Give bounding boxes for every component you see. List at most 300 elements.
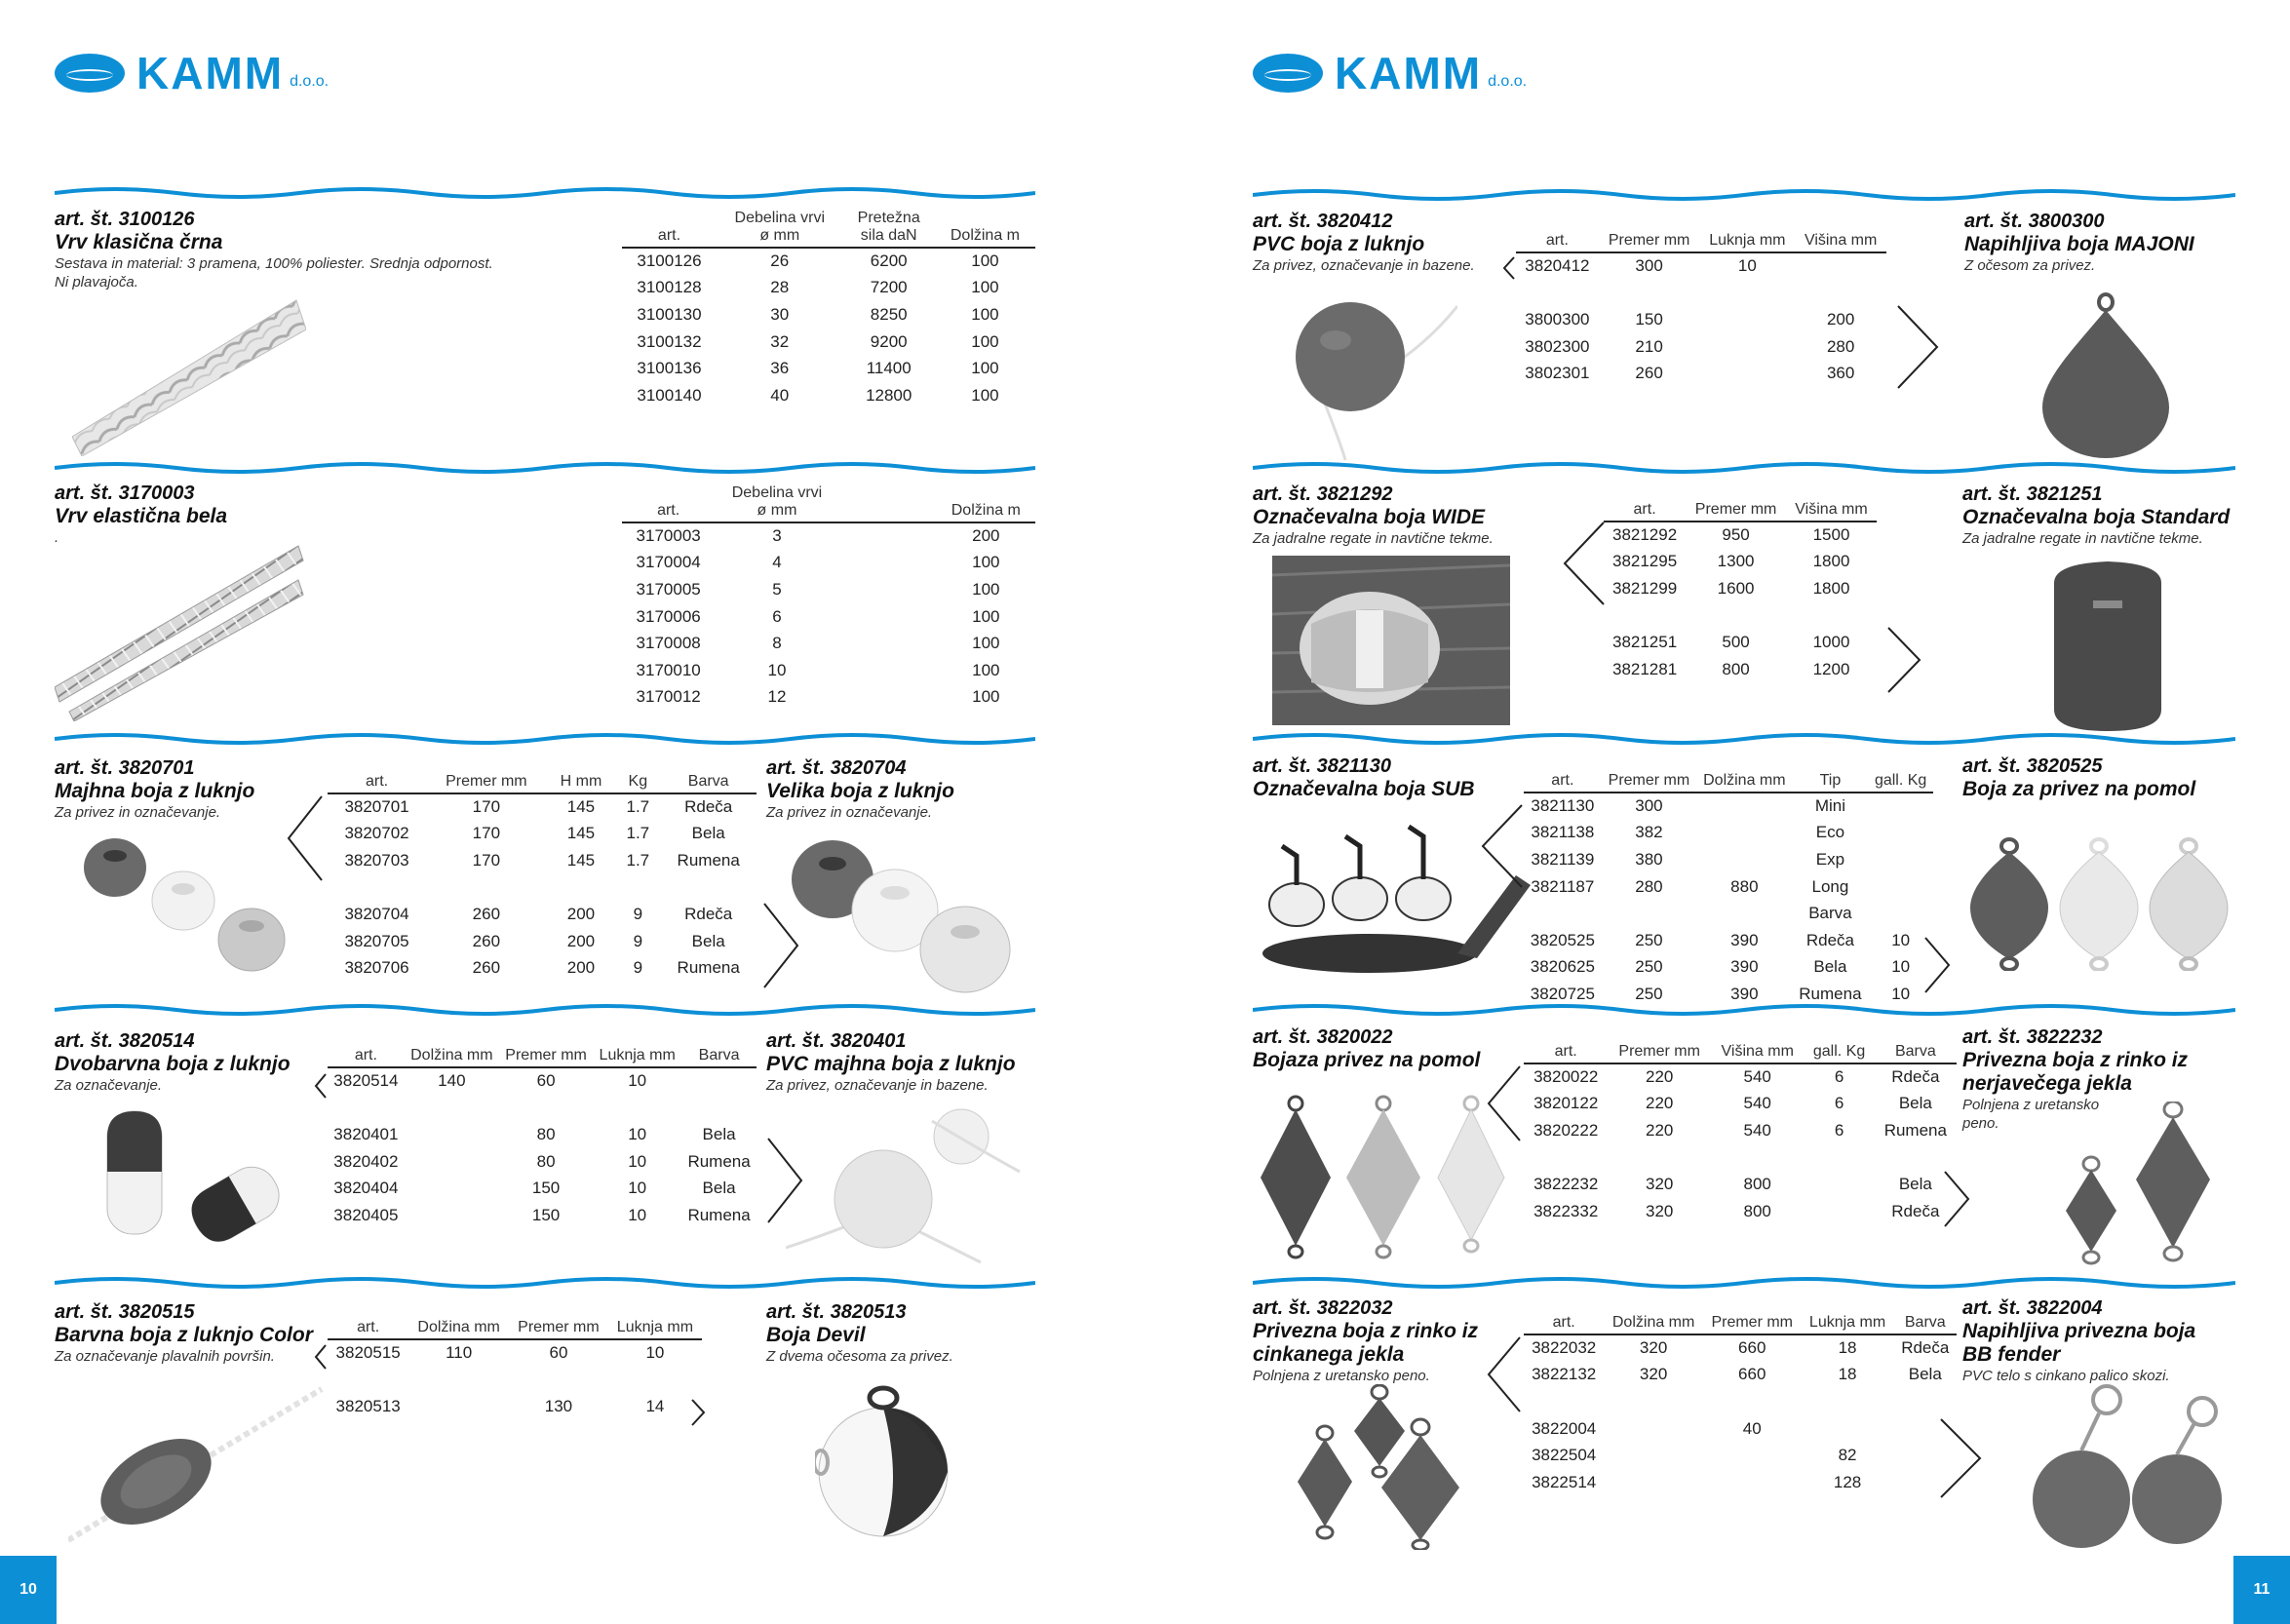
cell: 3821139 [1531, 849, 1595, 869]
cell: 220 [1646, 1120, 1674, 1140]
bb-fender-image [2003, 1384, 2237, 1550]
cell: 3820405 [333, 1205, 399, 1224]
col-header: art. [1524, 1314, 1604, 1334]
cell: 6 [1834, 1120, 1844, 1140]
cell: 10 [628, 1151, 647, 1171]
table-row [1604, 575, 1877, 602]
cell [1608, 1144, 1711, 1172]
cell [1711, 1144, 1804, 1172]
cell: 3822132 [1532, 1365, 1597, 1384]
col-header: Višina mm [1795, 232, 1886, 252]
cell: 320 [1646, 1175, 1674, 1194]
cell: 12 [767, 687, 787, 707]
product-name: Napihljiva privezna boja [1962, 1320, 2196, 1342]
cell [405, 1202, 499, 1229]
wave-divider [55, 731, 1035, 747]
cell: 3170012 [636, 687, 701, 707]
table-row [328, 1393, 702, 1420]
cell: 3820122 [1533, 1094, 1599, 1113]
cell: Bela [1898, 1094, 1932, 1113]
table-row [1524, 954, 1933, 982]
cell: 4 [772, 553, 782, 572]
cell: 150 [531, 1179, 561, 1198]
product-name: Označevalna boja SUB [1253, 778, 1475, 800]
col-header: Debelina vrvi ø mm [717, 210, 843, 248]
cell: 1300 [1717, 552, 1755, 571]
table-row [328, 1121, 757, 1148]
cell: 3821281 [1611, 659, 1678, 678]
cell: 11400 [866, 359, 912, 378]
bracket-right-icon [1939, 1417, 1982, 1499]
cell: Rumena [1799, 984, 1862, 1003]
cell: 3822032 [1532, 1338, 1597, 1358]
col-header [839, 484, 937, 522]
table-row [1524, 873, 1933, 901]
cell: 32 [770, 331, 790, 351]
zinc-ring-buoys-image [1292, 1384, 1487, 1550]
cell: 3821251 [1611, 633, 1678, 652]
cell: 80 [536, 1151, 556, 1171]
cell: 100 [972, 579, 1000, 599]
table-row [1524, 820, 1933, 847]
cell: 100 [971, 331, 999, 351]
cell: 280 [1635, 876, 1663, 896]
product-description: Za jadralne regate in navtične tekme. [1253, 530, 1494, 547]
article-number: art. št. 3820022 [1253, 1026, 1393, 1048]
cell: 3100136 [637, 359, 702, 378]
cell: 320 [1639, 1365, 1668, 1384]
product-3821251 [1962, 483, 2255, 548]
table-row [622, 550, 1035, 577]
cell: 3822514 [1532, 1472, 1597, 1491]
product-3820513 [766, 1300, 1059, 1366]
cell [1802, 1388, 1894, 1415]
table-row [622, 630, 1035, 657]
cell: Bela [1898, 1175, 1932, 1194]
cell: 1000 [1812, 633, 1850, 652]
cell: 10 [628, 1179, 647, 1198]
article-number: art. št. 3820525 [1962, 755, 2103, 777]
table-row [1524, 1091, 1957, 1118]
col-header: Premer mm [1686, 501, 1786, 522]
product-description: Z očesom za privez. [1964, 257, 2096, 274]
cell [1804, 1144, 1874, 1172]
cell: 200 [566, 931, 596, 950]
cell: 3821295 [1611, 552, 1678, 571]
cell: 3820515 [335, 1343, 401, 1363]
page-number: 10 [0, 1556, 57, 1624]
cell: 360 [1826, 364, 1855, 383]
cell: 110 [446, 1343, 473, 1363]
cell: Rumena [1883, 1120, 1947, 1140]
small-buoys-image [78, 831, 292, 986]
cell: 3820625 [1530, 957, 1595, 977]
cell: Rumena [687, 1151, 751, 1171]
brand-name: KAMM [1335, 48, 1483, 98]
cell: 3100130 [637, 304, 702, 324]
cell: Bela [1908, 1365, 1942, 1384]
table-row [1524, 1334, 1957, 1362]
cell: 10 [767, 660, 787, 679]
cell [1604, 1415, 1703, 1443]
cell: 540 [1743, 1094, 1771, 1113]
cell: 950 [1722, 525, 1750, 545]
cell: 3800300 [1525, 309, 1590, 329]
cell: 3821187 [1531, 876, 1595, 896]
standard-buoy-image [2054, 554, 2161, 731]
table-row [328, 1175, 757, 1202]
cell: 250 [1635, 957, 1663, 977]
cell [681, 1067, 757, 1095]
cell [1802, 1415, 1894, 1443]
col-header: art. [1516, 232, 1599, 252]
product-name: BB fender [1962, 1343, 2061, 1366]
product-3820514 [55, 1029, 337, 1095]
cell: 260 [472, 931, 501, 950]
cell: 170 [472, 797, 501, 817]
cell: Long [1811, 876, 1849, 896]
elastic-rope-image [55, 541, 308, 721]
table-row [328, 1339, 702, 1367]
cell: 100 [972, 687, 1000, 707]
cell: 6 [1834, 1094, 1844, 1113]
cell: 9 [633, 931, 643, 950]
table-row [1524, 1388, 1957, 1415]
spec-table [328, 773, 757, 982]
cell: 3822232 [1533, 1175, 1599, 1194]
cell: 8250 [870, 304, 908, 324]
cell [593, 1095, 681, 1122]
cell: Bela [691, 824, 725, 843]
cell [1604, 1388, 1703, 1415]
cell [1599, 280, 1700, 307]
product-description: Za privez in označevanje. [55, 804, 221, 821]
table-row [1524, 1415, 1957, 1443]
table-row [622, 603, 1035, 631]
col-header: Barva [1875, 1043, 1957, 1063]
product-name: Velika boja z luknjo [766, 780, 954, 802]
cell: 9 [633, 905, 643, 924]
cell: 300 [1635, 796, 1663, 816]
cell [405, 1175, 499, 1202]
table-row [1516, 280, 1886, 307]
table-row [622, 301, 1035, 329]
product-name: PVC majhna boja z luknjo [766, 1053, 1016, 1075]
cell: 3 [772, 526, 782, 546]
rope-image [72, 290, 306, 456]
cell: 382 [1635, 823, 1663, 842]
col-header: art. [328, 1319, 408, 1339]
cell: Rdeča [1891, 1201, 1940, 1220]
col-header: Luknja mm [608, 1319, 702, 1339]
cell: Rdeča [684, 905, 733, 924]
cell [509, 1367, 608, 1394]
cell [1699, 333, 1795, 361]
cell [1703, 1388, 1802, 1415]
product-name: Označevalna boja Standard [1962, 506, 2231, 528]
cell: 540 [1743, 1120, 1771, 1140]
col-header: Kg [615, 773, 660, 793]
cell: 150 [531, 1205, 561, 1224]
cell [1524, 1144, 1608, 1172]
cell: 3170005 [636, 579, 701, 599]
cell: Bela [1813, 957, 1847, 977]
col-header: Luknja mm [1699, 232, 1795, 252]
product-3820401 [766, 1029, 1059, 1095]
table-row [1524, 793, 1933, 820]
product-3170003 [55, 482, 601, 547]
product-description: peno. [1962, 1115, 1999, 1132]
cell [1524, 900, 1602, 927]
table-row [622, 576, 1035, 603]
product-name: nerjavečega jekla [1962, 1072, 2132, 1095]
cell [1868, 820, 1933, 847]
spec-table [622, 210, 1035, 409]
product-description: Za privez, označevanje in bazene. [766, 1077, 989, 1094]
cell [839, 603, 937, 631]
cell: 1600 [1717, 578, 1755, 598]
cell: Rdeča [684, 797, 733, 817]
cell: 3821292 [1611, 525, 1678, 545]
col-header: H mm [547, 773, 616, 793]
cell: 3820706 [344, 958, 409, 978]
product-name: Dvobarvna boja z luknjo [55, 1053, 291, 1075]
product-description: Ni plavajoča. [55, 274, 138, 290]
cell [408, 1367, 509, 1394]
cell [1875, 1144, 1957, 1172]
brand-name: KAMM [136, 48, 285, 98]
brand-suffix: d.o.o. [290, 73, 330, 90]
cell: 10 [628, 1124, 647, 1143]
cell [405, 1148, 499, 1176]
cell: 3821299 [1611, 578, 1678, 598]
table-row [1524, 846, 1933, 873]
cell [1604, 602, 1686, 630]
kamm-logo [55, 48, 330, 98]
page-number: 11 [2233, 1556, 2290, 1624]
cell [615, 874, 660, 902]
cell: 28 [770, 278, 790, 297]
cell: 200 [1826, 309, 1855, 329]
cell: 100 [971, 278, 999, 297]
cell: 145 [566, 824, 596, 843]
cell [839, 576, 937, 603]
cell: 660 [1738, 1338, 1766, 1358]
product-3820525 [1962, 754, 2255, 801]
wide-buoy-photo [1272, 556, 1510, 725]
table-row [1524, 1063, 1957, 1091]
cell: 60 [549, 1343, 568, 1363]
majoni-buoy-image [2042, 292, 2169, 458]
product-description: Za označevanje. [55, 1077, 163, 1094]
cell: 5 [772, 579, 782, 599]
rope-logo-icon [55, 54, 125, 93]
cell: Bela [691, 931, 725, 950]
cell [681, 1095, 757, 1122]
cell [1696, 900, 1792, 927]
col-header: Dolžina mm [408, 1319, 509, 1339]
cell [608, 1367, 702, 1394]
table-row [328, 1067, 757, 1095]
cell [1868, 900, 1933, 927]
table-row [622, 248, 1035, 275]
wave-divider [55, 1002, 1035, 1018]
cell: 60 [536, 1071, 556, 1091]
col-header: Premer mm [1602, 772, 1696, 793]
cell: Eco [1815, 823, 1845, 842]
product-name: Privezna boja z rinko iz [1962, 1049, 2189, 1071]
col-header: art. [328, 1047, 405, 1067]
product-description: . [55, 529, 59, 546]
wave-divider [1253, 460, 2235, 476]
table-row [328, 928, 757, 955]
article-number: art. št. 3100126 [55, 209, 195, 230]
cell: 3820702 [344, 824, 409, 843]
table-row [328, 955, 757, 983]
col-header: Barva [1894, 1314, 1957, 1334]
cell: 3820701 [344, 797, 409, 817]
col-header: Višina mm [1786, 501, 1877, 522]
article-number: art. št. 3820515 [55, 1301, 195, 1323]
cell [1868, 793, 1933, 820]
cell: 660 [1738, 1365, 1766, 1384]
article-number: art. št. 3820704 [766, 757, 907, 779]
product-3821130 [1253, 754, 1545, 801]
cell: 3822504 [1532, 1446, 1597, 1465]
col-header: Dolžina mm [1696, 772, 1792, 793]
table-row [1524, 1171, 1957, 1198]
table-row [328, 1148, 757, 1176]
cell: 3170010 [636, 660, 701, 679]
cell: 3822004 [1532, 1418, 1597, 1438]
cell: 3820222 [1533, 1120, 1599, 1140]
article-number: art. št. 3822032 [1253, 1297, 1393, 1319]
cell: 320 [1639, 1338, 1668, 1358]
rope-logo-icon [1253, 54, 1323, 93]
cell [1699, 280, 1795, 307]
cell: 40 [1742, 1418, 1762, 1438]
cell: 12800 [866, 385, 912, 405]
product-description: Za označevanje plavalnih površin. [55, 1348, 275, 1365]
cell [1804, 1198, 1874, 1225]
cell: 3820703 [344, 850, 409, 870]
cell: 210 [1635, 336, 1663, 356]
cell: 3100140 [637, 385, 702, 405]
cell: 390 [1730, 930, 1759, 949]
table-row [622, 657, 1035, 684]
col-header: Premer mm [509, 1319, 608, 1339]
cell: 1500 [1812, 525, 1850, 545]
cell: Bela [702, 1124, 736, 1143]
cell: 3820401 [333, 1124, 399, 1143]
cell: 130 [544, 1396, 573, 1415]
cell [1696, 793, 1792, 820]
wave-divider [55, 1275, 1035, 1291]
cell: 100 [971, 251, 999, 271]
cell: 36 [770, 359, 790, 378]
cell: 300 [1635, 256, 1663, 276]
mooring-buoys-image [1962, 834, 2235, 971]
wave-divider [1253, 1275, 2235, 1291]
kamm-logo [1253, 48, 1528, 98]
spec-table [1524, 1043, 1957, 1225]
cell: 145 [566, 797, 596, 817]
table-row [328, 874, 757, 902]
spec-table [622, 484, 1035, 711]
cell: 100 [972, 634, 1000, 653]
cell: 3820525 [1530, 930, 1595, 949]
cell: 800 [1743, 1201, 1771, 1220]
cell: 10 [1891, 930, 1911, 949]
product-3100126 [55, 208, 601, 291]
cell: 3820705 [344, 931, 409, 950]
product-description: PVC telo s cinkano palico skozi. [1962, 1368, 2170, 1384]
cell: 10 [1737, 256, 1757, 276]
cell: 80 [536, 1124, 556, 1143]
col-header: Tip [1793, 772, 1869, 793]
table-row [622, 684, 1035, 712]
cell: Rumena [687, 1205, 751, 1224]
bracket-left-icon [1487, 1064, 1522, 1142]
cell [499, 1095, 593, 1122]
cell [1524, 1388, 1604, 1415]
cell [1696, 846, 1792, 873]
table-row [622, 522, 1035, 550]
cell: 170 [472, 824, 501, 843]
product-description: Polnjena z uretansko peno. [1253, 1368, 1430, 1384]
col-header: art. [1524, 772, 1602, 793]
cell: 880 [1730, 876, 1759, 896]
table-row [622, 382, 1035, 409]
col-header: gall. Kg [1868, 772, 1933, 793]
spec-table [1604, 501, 1877, 683]
bracket-left-icon [314, 1072, 328, 1100]
cell: 3820412 [1525, 256, 1590, 276]
cell: 3100132 [637, 331, 702, 351]
cell: Rdeča [1891, 1067, 1940, 1087]
cell: 800 [1743, 1175, 1771, 1194]
cell: 250 [1635, 930, 1663, 949]
wave-divider [55, 460, 1035, 476]
cell: 3802301 [1525, 364, 1590, 383]
cell: 9 [633, 958, 643, 978]
article-number: art. št. 3820412 [1253, 211, 1393, 232]
table-row [1604, 629, 1877, 656]
table-row [1524, 981, 1933, 1008]
cell: 500 [1722, 633, 1750, 652]
cell: 30 [770, 304, 790, 324]
cell: 1800 [1812, 552, 1850, 571]
bracket-left-icon [1563, 521, 1606, 606]
col-header: Debelina vrvi ø mm [715, 484, 838, 522]
bicolor-buoys-image [97, 1107, 292, 1254]
cell: 3170006 [636, 606, 701, 626]
col-header: Premer mm [1608, 1043, 1711, 1063]
cell [1602, 900, 1696, 927]
col-header: Premer mm [1703, 1314, 1802, 1334]
product-3820704 [766, 756, 1059, 822]
product-description: Polnjena z uretansko [1962, 1097, 2100, 1113]
col-header: Luknja mm [593, 1047, 681, 1067]
cell: 10 [1891, 984, 1911, 1003]
cell: 260 [472, 958, 501, 978]
cell: 140 [438, 1071, 466, 1091]
table-row [1524, 1144, 1957, 1172]
table-row [622, 275, 1035, 302]
spec-table [328, 1319, 702, 1420]
cell: Bela [702, 1179, 736, 1198]
cell: 200 [566, 958, 596, 978]
